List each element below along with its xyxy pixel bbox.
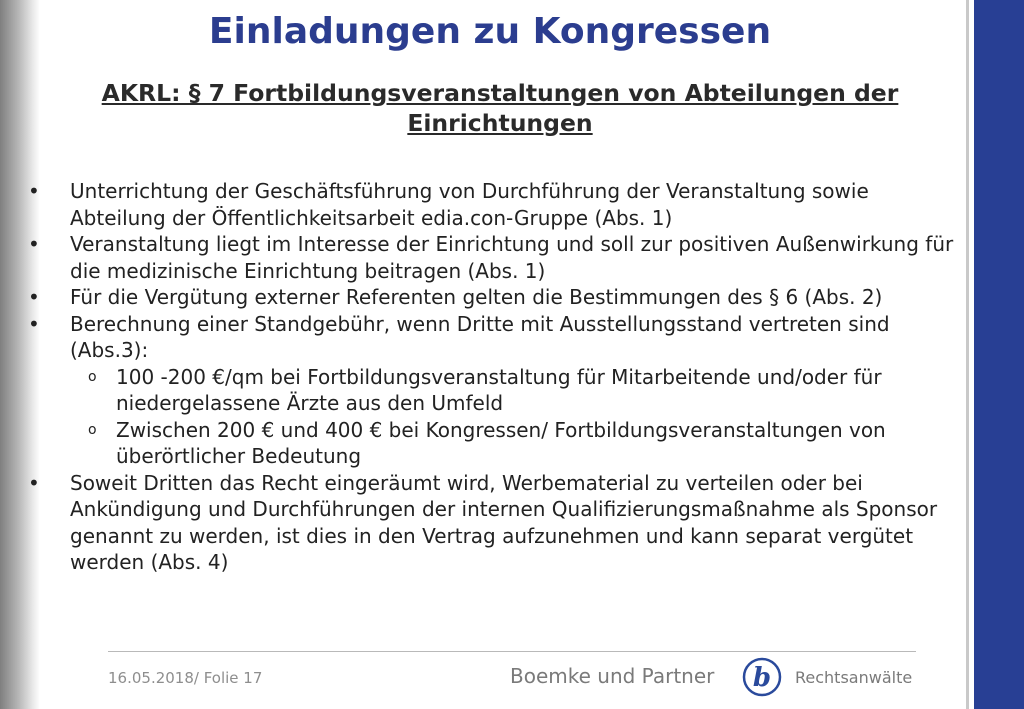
bullet-marker: • (28, 470, 40, 495)
firm-logo-icon (742, 657, 782, 697)
bullet-item (28, 231, 958, 284)
footer-profession: Rechtsanwälte (795, 668, 913, 687)
sub-bullet-item (28, 417, 958, 470)
sub-bullet-item (28, 364, 958, 417)
bullet-item (28, 311, 958, 364)
bullet-list (28, 178, 958, 576)
bullet-text: Veranstaltung liegt im Interesse der Einrichtung und soll zur positiven Außenwirkung für die medizinische Einrichtung beitragen (Abs. 1) (70, 232, 954, 283)
footer-divider (108, 651, 916, 652)
bullet-text: Für die Vergütung externer Referenten gelten die Bestimmungen des § 6 (Abs. 2) (70, 285, 883, 309)
sub-bullet-text: Zwischen 200 € und 400 € bei Kongressen/ Fortbildungsveranstaltungen von überörtlicher Bedeutung (116, 417, 886, 468)
sub-bullet-marker: o (88, 421, 97, 438)
bullet-marker: • (28, 232, 40, 256)
right-divider-line (966, 0, 969, 709)
bullet-text: Soweit Dritten das Recht eingeräumt wird, Werbematerial zu verteilen oder bei Ankündigung und Durchführungen der internen Qualifizierungsmaßnahme als Sponsor genannt zu werden, ist dies in den Vertrag aufzunehmen und kann separat vergütet werden (Abs. 4) (70, 470, 938, 574)
slide-subtitle: AKRL: § 7 Fortbildungsveranstaltungen von Abteilungen der Einrichtungen (101, 79, 899, 137)
right-accent-bar (974, 0, 1024, 709)
sub-bullet-text: 100 -200 €/qm bei Fortbildungsveranstaltung für Mitarbeitende und/oder für niedergelassene Ärzte aus den Umfeld (116, 364, 882, 415)
slide-title: Einladungen zu Kongressen (208, 11, 772, 52)
footer-firm-name: Boemke und Partner (510, 664, 715, 688)
footer-date-page: 16.05.2018/ Folie 17 (108, 669, 263, 687)
bullet-text: Unterrichtung der Geschäftsführung von Durchführung der Veranstaltung sowie Abteilung der Öffentlichkeitsarbeit edia.con-Gruppe (Abs. 1) (70, 179, 869, 230)
logo-letter: b (752, 663, 772, 693)
bullet-marker: • (28, 311, 40, 336)
bullet-item (28, 178, 958, 231)
bullet-marker: • (28, 285, 40, 309)
bullet-marker: • (28, 179, 40, 203)
bullet-item (28, 470, 958, 576)
bullet-item (28, 284, 958, 311)
sub-bullet-marker: o (88, 368, 97, 385)
bullet-text: Berechnung einer Standgebühr, wenn Dritte mit Ausstellungsstand vertreten sind (Abs.3): (70, 311, 890, 362)
